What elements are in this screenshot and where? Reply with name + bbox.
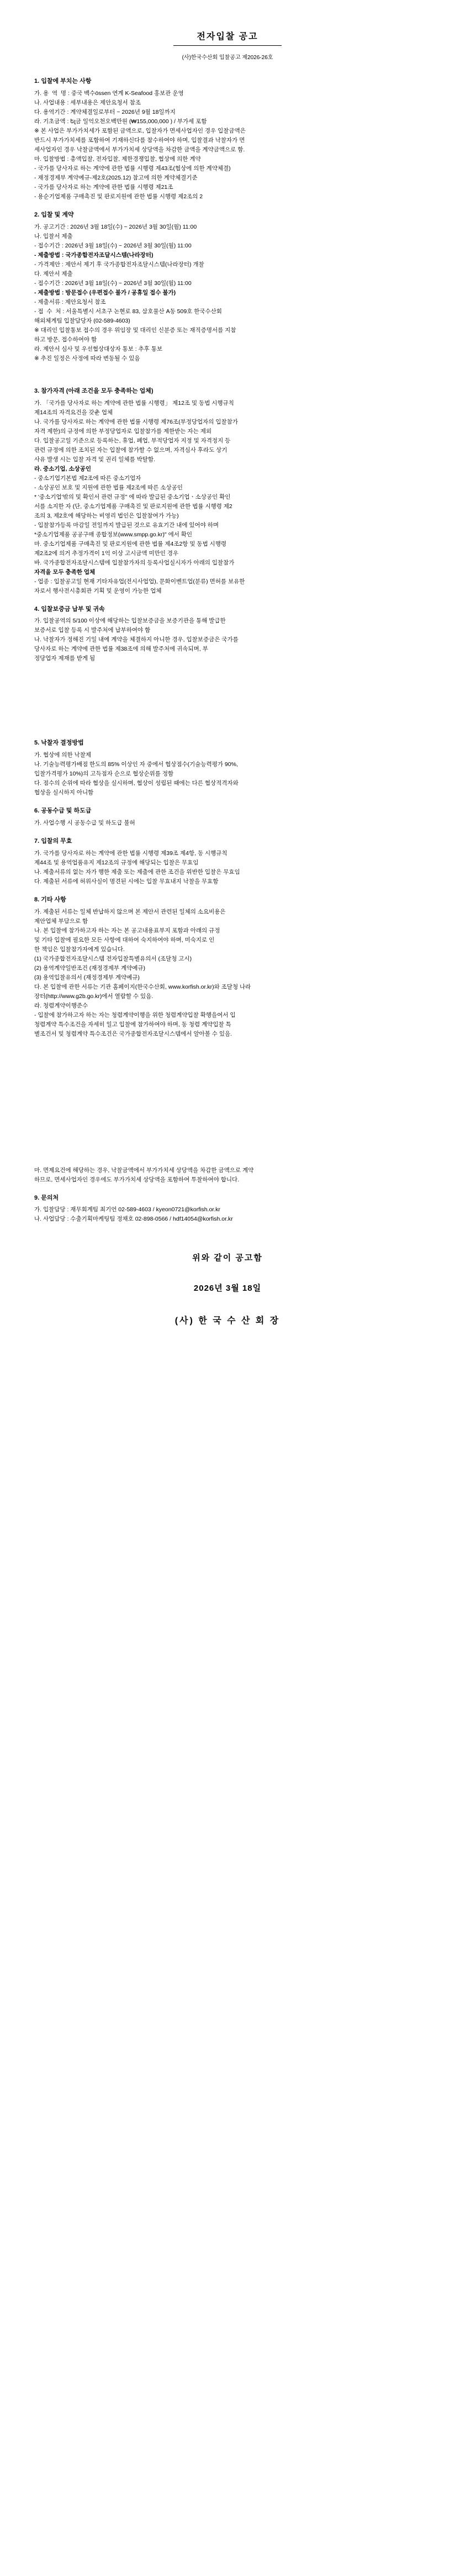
block-spacer	[34, 372, 421, 387]
section-line: 세사업자인 경우 낙찰금액에서 부가가치세 상당액을 차감한 금액을 계약금액으로 함.	[34, 146, 245, 153]
section-line: 나. 입찰서 제출	[34, 233, 73, 240]
section-line: 장터(http://www.g2b.go.kr)에서 열람할 수 있음.	[34, 993, 154, 1000]
section-line: 입찰가격평가 10%)의 고득점자 순으로 협상순위를 정함	[34, 770, 174, 778]
section-line: 정당업자 제재를 받게 됨	[34, 655, 96, 662]
section-line: 나. 국가를 당사자로 하는 계약에 관한 법률 시행령 제76조(부정당업자의 입찰참가	[34, 418, 238, 425]
section-line: 다. 점수의 순위에 따라 협상을 실시하며, 협상이 성립된 때에는 다른 협상적격자와	[34, 780, 239, 787]
document-subtitle: (사)한국수산회 입찰공고 제2026-26호	[182, 54, 273, 61]
section-line: 제14조의 자격요건을 갖춘 업체	[34, 409, 113, 416]
section-line: 나. 본 입찰에 참가하고자 하는 자는 본 공고내용표부지 포함과 아래의 규정	[34, 927, 220, 934]
section-heading: 7. 입찰의 무효	[34, 837, 72, 844]
section-bid-and-contract	[34, 210, 421, 363]
section-line: - 용순기업제품 구매촉진 및 판로지원에 관한 법률 시행령 제2조의 2	[34, 193, 203, 200]
section-heading: 3. 참가자격 (아래 조건을 모두 충족하는 업체)	[34, 387, 154, 394]
section-line: 제안업체 부담으로 함	[34, 917, 88, 925]
section-line: 나. 낙찰자가 정해진 기일 내에 계약을 체결하지 아니한 경우, 입찰보증금은 국가를	[34, 636, 239, 643]
section-line: 가. 사업수행 시 공동수급 및 하도급 불허	[34, 819, 135, 826]
section-line: 가. 입찰공역의 5/100 이상에 해당하는 입찰보증금을 보증기관을 통해 발급한	[34, 617, 226, 625]
section-line: 자격 제한)의 규정에 의한 부정당업자로 입찰참가를 제한받는 자는 제외	[34, 427, 211, 435]
section-line: 조의 3, 제2호에 해당하는 비영리 법인은 입찰참여가 가능)	[34, 512, 179, 519]
section-invalid-bid	[34, 837, 421, 886]
section-line: 하므로, 면세사업자인 경우에도 부가가치세 상당액을 포함하여 투찰하여야 합니다.	[34, 1176, 240, 1183]
section-line: 하고 방문, 접수하여야 함	[34, 336, 97, 343]
section-heading: 6. 공동수급 및 하도급	[34, 807, 92, 815]
section-line: (3) 용역입찰유의서 (재정경제부 계약예규)	[34, 974, 140, 981]
section-line: 가. 국가를 당사자로 하는 계약에 관한 법률 시행령 제39조 제4항, 동 시행규칙	[34, 849, 228, 857]
section-line: 마. 면제요건에 해당하는 경우, 낙찰금액에서 부가가치세 상당액을 차감한 금액으로 계약	[34, 1166, 254, 1174]
section-line: - 제출서류 : 제안요청서 참조	[34, 298, 106, 305]
section-line: 가. 제출된 서류는 일체 반납하지 않으며 본 제안서 관련된 일체의 소요비용은	[34, 908, 226, 915]
section-line: ※ 추진 일정은 사정에 따라 변동될 수 있음	[34, 355, 140, 362]
section-line: 가. 협상에 의한 낙찰제	[34, 752, 91, 759]
section-line: 반드시 부가가치세를 포함하여 기재하신다를 참수하여야 하며, 입찰결과 낙찰자가 면	[34, 136, 245, 144]
page-break-gap	[34, 672, 421, 738]
section-line: - 가격제안 : 제안서 제기 후 국가종합전자조달시스템(나라장터) 개찰	[34, 261, 204, 268]
section-line: 나. 사업내용 : 세부내용은 제안요청서 참조	[34, 99, 141, 106]
section-heading: 2. 입찰 및 계약	[34, 211, 74, 218]
section-line: 제44조 및 용역업품유지 제12조의 규정에 해당되는 입찰은 무효임	[34, 859, 199, 866]
section-heading: 9. 문의처	[34, 1194, 59, 1201]
section-bid-items	[34, 77, 421, 202]
section-line: ※ 본 사업은 부가가치세가 포함된 금액으로, 입찰자가 면세사업자인 경우 입찰금액은	[34, 127, 246, 134]
section-line: 별조건서 및 청렴계약 특수조건은 국가종합전자조달시스템에서 알아볼 수 있음.	[34, 1030, 232, 1037]
section-bid-bond	[34, 605, 421, 664]
section-line: 다. 입찰공고일 기준으로 등록하는, 휴업, 폐업, 부적당업자 지정 및 자격정지 등	[34, 437, 231, 444]
section-line: 나. 제출서류의 없는 자가 행한 제출 또는 제출에 관한 조건을 위반한 입찰은 무효임	[34, 868, 240, 875]
section-line: - 업종 : 입찰공고일 현재 기타자유업(전시사업업), 문화이벤트업(분류) 면허를 보유한	[34, 578, 245, 585]
page-title: 전자입찰 공고	[197, 32, 258, 41]
section-line: - 재정경제부 계약예규-제2호(2025.12) 참고에 의한 계약체결기준	[34, 174, 198, 181]
section-heading: 8. 기타 사항	[34, 896, 66, 903]
page-break-gap	[34, 1039, 421, 1166]
section-line: 협상을 실시하지 아니함	[34, 789, 94, 796]
section-line: (2) 용역계약일반조건 (재정경제부 계약예규)	[34, 964, 146, 972]
section-line: (1) 국가종합전자조달시스템 전자입찰특별유의서 (조달청 고시)	[34, 955, 192, 962]
section-award-method	[34, 738, 421, 798]
section-line: 마. 입찰방법 : 총액입찰, 전자입찰, 제한경쟁입찰, 협상에 의한 계약	[34, 155, 201, 162]
section-line: - 입찰참가등록 마감일 전일까지 발급된 것으로 유효기간 내에 있어야 하며	[34, 521, 219, 529]
section-line: - 제출방법 : 국가종합전자조달시스템(나라장터)	[34, 251, 154, 258]
section-line: - 국가를 당사자로 하는 계약에 관한 법률 시행령 제21조	[34, 183, 173, 191]
section-line: - 소상공인 보호 및 지원에 관한 법률 제2조에 따른 소상공인	[34, 484, 183, 491]
section-line: 라. 제안서 심사 및 우선협상대상자 통보 : 추후 통보	[34, 345, 163, 352]
section-line: 다. 제출된 서류에 허위사실이 명견된 시에는 입찰 무효내지 낙찰을 무효함	[34, 878, 219, 885]
section-line: 해외체계팀 입찰담당자 (02-589-4603)	[34, 317, 130, 324]
section-line: 서를 소지한 자 (단, 중소기업제품 구매촉진 및 판로지원에 관한 법률 시행령 제2	[34, 503, 232, 510]
section-line: 당사자로 하는 계약에 관한 법률 제38조에 의해 발주처에 귀속되며, 부	[34, 646, 208, 653]
section-line: 나. 기술능력평가배점 한도의 85% 이상인 자 중에서 협상점수(기술능력평가 90%,	[34, 761, 238, 768]
section-line: *중소기업제품 공공구매 종합정보(www.smpp.go.kr)" 에서 확인	[34, 531, 193, 538]
section-line: 나. 사업담당 : 수출기획마케팅팀 정채호 02-898-0566 / hdf14054@korfish.or.kr	[34, 1216, 233, 1223]
section-line: 다. 용역기간 : 계약체결일로부터 ~ 2026년 9월 18일까지	[34, 108, 176, 115]
section-line: - 접수기간 : 2026년 3월 18일(수) ~ 2026년 3월 30일(월) 11:00	[34, 242, 192, 249]
section-heading: 4. 입찰보증금 납부 및 귀속	[34, 605, 105, 613]
section-line: 다. 본 입찰에 관한 서류는 기관 홈페이지(한국수산회, www.korfish.or.kr)와 조달청 나라	[34, 983, 251, 990]
section-line: - 접 수 처 : 서울특별시 서초구 논현로 83, 삼호물산 A동 509호 한국수산회	[34, 308, 222, 315]
section-line: - 입찰에 참가하고자 하는 자는 청렴계약이행을 위한 청렴계약입찰 확행을여서 입	[34, 1011, 236, 1018]
section-line: 다. 제안서 제출	[34, 270, 73, 277]
section-line: 가. 입찰담당 : 재무회계팀 최기언 02-589-4603 / kyeon0721@korfish.or.kr	[34, 1206, 220, 1213]
section-line: 라. 기초금액 : ել금 일억오천오백만원 (₩155,000,000 ) / 부가세 포함	[34, 118, 207, 125]
section-line: - 중소기업기본법 제2조에 따른 중소기업자	[34, 474, 141, 482]
closing-statement: 위와 같이 공고함	[192, 1253, 263, 1263]
section-line: 가. 공고기간 : 2026년 3월 18일(수) ~ 2026년 3월 30일(월) 11:00	[34, 223, 197, 230]
section-heading: 1. 입찰에 부치는 사항	[34, 78, 92, 85]
section-line: 마. 중소기업제품 구매촉진 및 판로지원에 관한 법률 제4조2항 및 동법 시행령	[34, 540, 227, 547]
section-line: ※ 대리인 입찰통보 접수의 경우 위임장 및 대리인 신분증 또는 재직증명서를 지참	[34, 326, 236, 334]
section-contact	[34, 1194, 421, 1224]
closing-block	[34, 1252, 421, 1328]
section-qualification	[34, 387, 421, 596]
section-line: 바. 국가종합전자조달시스템에 입찰참가자의 등록사업실시자가 아래의 입찰참가	[34, 559, 235, 566]
section-other-matters	[34, 895, 421, 1185]
section-line: - 제출방법 : 방문접수 (우편접수 불가 / 공휴일 접수 불가)	[34, 289, 176, 296]
section-line: 가. 「국가를 당사자로 하는 계약에 관한 법률 시행령」 제12조 및 동법 시행규칙	[34, 399, 234, 407]
section-heading: 5. 낙찰자 결정방법	[34, 740, 84, 747]
issuing-authority: (사) 한 국 수 산 회 장	[174, 1316, 281, 1326]
section-line: 가. 용 역 명 : 중국 백수össen 연계 K-Seafood 홍보관 운영	[34, 89, 184, 97]
section-line: 관련 규정에 의한 조치된 자는 입찰에 참가할 수 없으며, 자격심사 후라도 상기	[34, 446, 228, 453]
section-line: 라. 청렴계약이행준수	[34, 1002, 88, 1009]
section-line: 자격을 모두 충족한 업체	[34, 568, 96, 576]
section-line: - 접수기간 : 2026년 3월 18일(수) ~ 2026년 3월 30일(월) 11:00	[34, 279, 192, 287]
section-line: 및 기타 입찰에 필요한 모든 사항에 대하여 숙지하여야 하며, 미숙지로 인	[34, 936, 215, 943]
section-line: 자로서 행사전시총회관 기획 및 운영이 가능한 업체	[34, 587, 162, 594]
section-line: 한 책임은 입찰참가자에게 있습니다.	[34, 946, 125, 953]
section-joint-subcontract	[34, 806, 421, 828]
section-line: 제2조2에 의거 추정가격이 1억 이상 고시금액 미만인 경우	[34, 550, 179, 557]
section-line: 라. 중소기업, 소상공인	[34, 465, 91, 472]
section-line: * '중소기업'밖의 및 확인서 관련 규정" 에 따라 발급된 중소기업ㆍ소상공인 확인	[34, 493, 231, 500]
section-line: - 국가를 당사자로 하는 계약에 관한 법률 시행령 제43조(협상에 의한 계약체결)	[34, 165, 231, 172]
closing-date: 2026년 3월 18일	[193, 1283, 262, 1293]
section-line: 보증서로 입찰 등록 시 발주처에 납부하여야 함	[34, 627, 151, 634]
section-line: 사유 발생 시는 입찰 자격 및 권리 일체를 박탈함.	[34, 456, 155, 463]
title-underline	[173, 45, 282, 46]
section-line: 청렴계약 특수조건을 자세히 일고 입찰에 참가하여야 하며, 동 청렴 계약입찰 특	[34, 1021, 231, 1028]
